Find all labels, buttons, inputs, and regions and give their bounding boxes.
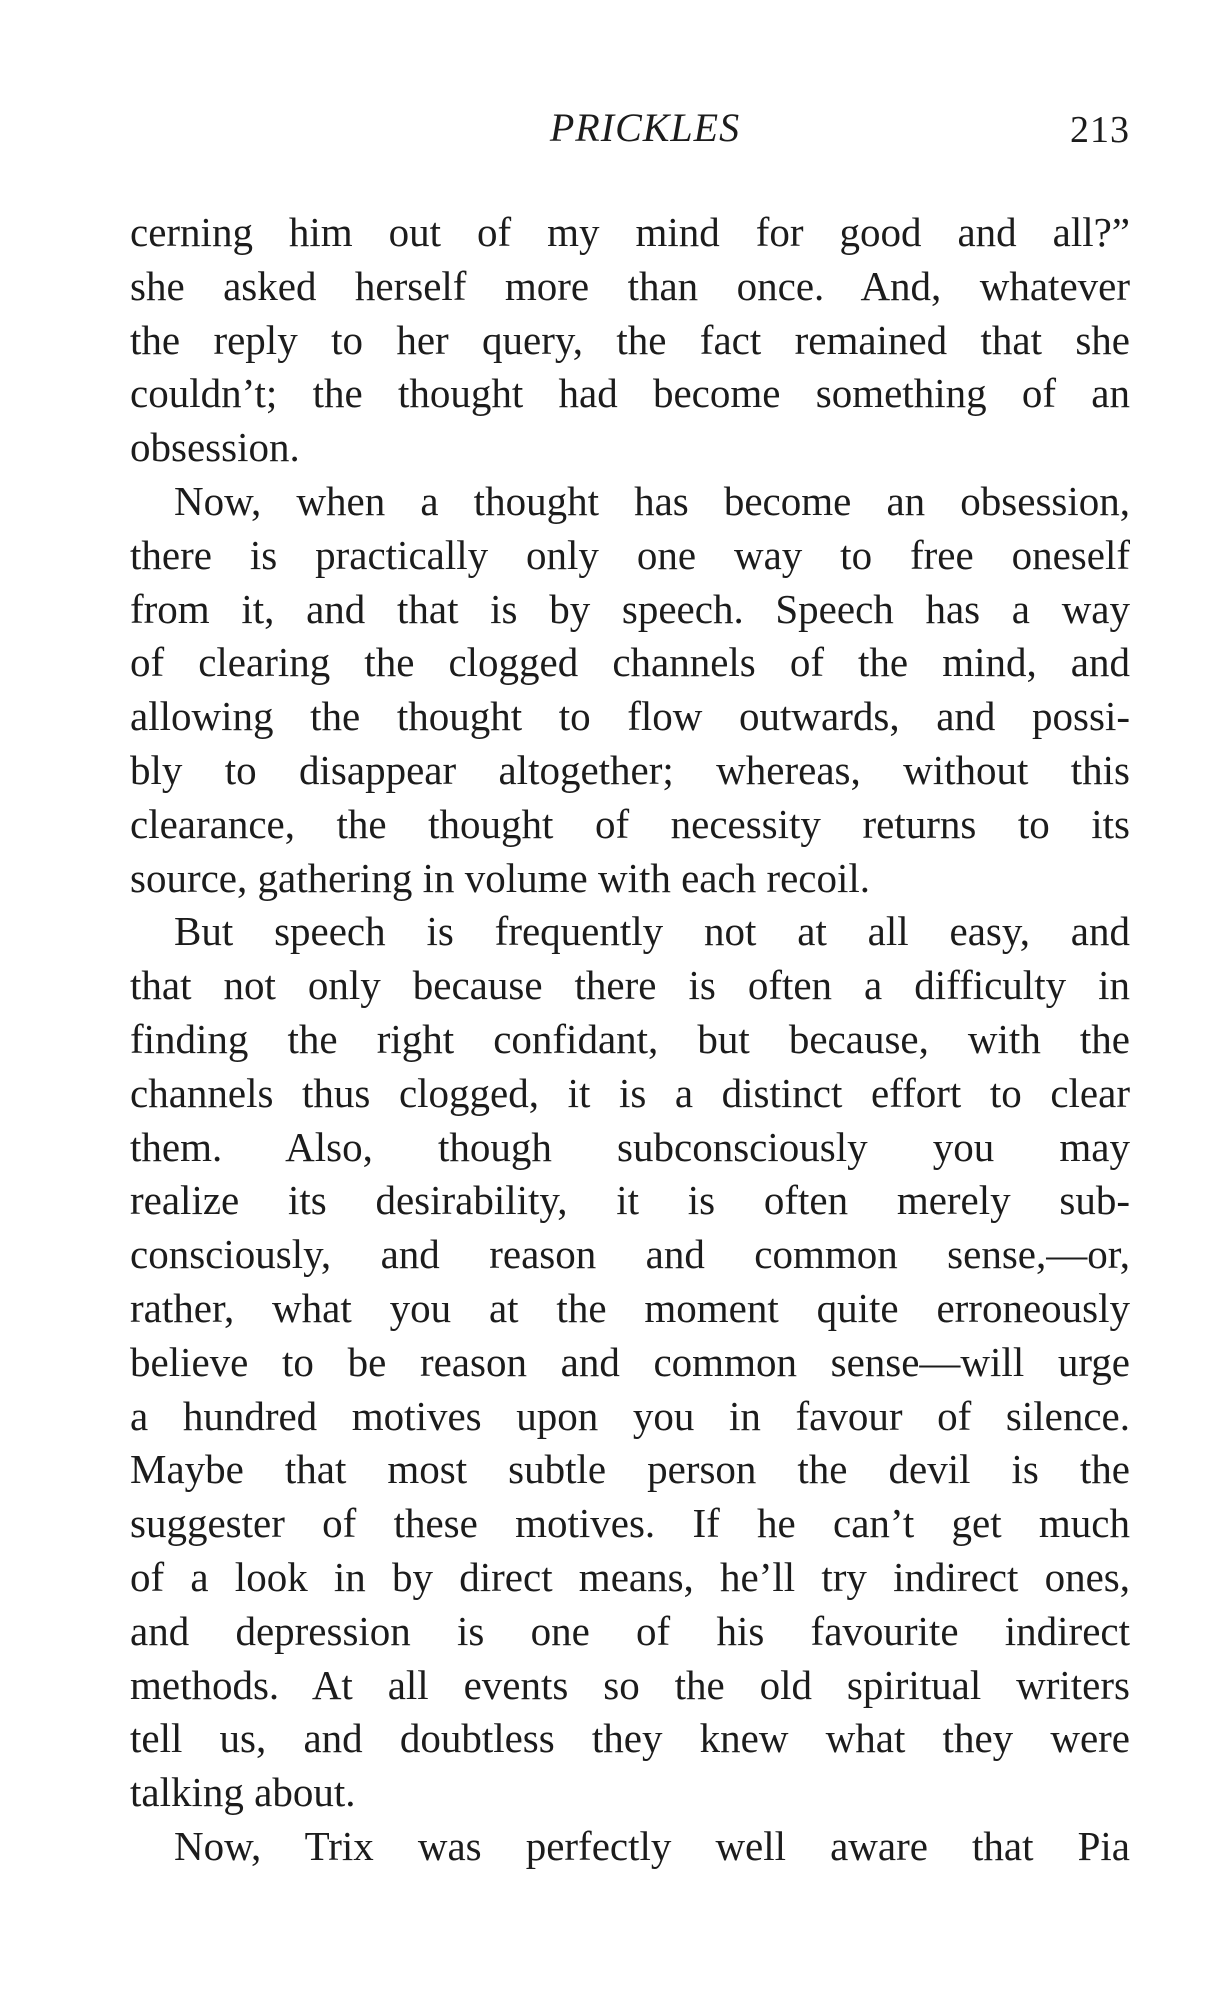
- text-line: obsession.: [130, 424, 300, 471]
- text-line: there is practically only one way to free oneself: [130, 531, 1130, 578]
- text-line: couldn’t; the thought had become something of an: [130, 370, 1130, 417]
- paragraph-start-line: But speech is frequently not at all easy, and: [174, 908, 1130, 955]
- text-line: cerning him out of my mind for good and all?”: [130, 209, 1130, 255]
- text-line: consciously, and reason and common sense,—or,: [130, 1231, 1130, 1278]
- text-line: the reply to her query, the fact remained that she: [130, 316, 1130, 363]
- text-line: rather, what you at the moment quite erroneously: [130, 1284, 1130, 1331]
- text-line: talking about.: [130, 1769, 356, 1816]
- text-line: believe to be reason and common sense—will urge: [130, 1338, 1130, 1385]
- running-head: [130, 104, 1130, 164]
- text-line: clearance, the thought of necessity returns to its: [130, 800, 1130, 847]
- page-number: 213: [1070, 109, 1130, 151]
- text-line: of a look in by direct means, he’ll try indirect ones,: [130, 1553, 1130, 1600]
- text-line: a hundred motives upon you in favour of silence.: [130, 1392, 1130, 1439]
- text-line: of clearing the clogged channels of the mind, and: [130, 639, 1130, 686]
- text-line: source, gathering in volume with each recoil.: [130, 854, 871, 901]
- text-line: allowing the thought to flow outwards, and possi-: [130, 693, 1130, 740]
- text-line: Maybe that most subtle person the devil is the: [130, 1446, 1130, 1493]
- text-line: suggester of these motives. If he can’t get much: [130, 1500, 1130, 1547]
- body-text: [130, 206, 1130, 1926]
- running-title: PRICKLES: [549, 105, 741, 150]
- text-line: methods. At all events so the old spiritual writers: [130, 1661, 1130, 1708]
- paragraph-start-line: Now, when a thought has become an obsession,: [174, 477, 1130, 524]
- text-line: tell us, and doubtless they knew what they were: [130, 1715, 1130, 1762]
- text-line: and depression is one of his favourite indirect: [130, 1607, 1130, 1654]
- text-line: she asked herself more than once. And, whatever: [130, 262, 1130, 309]
- text-line: channels thus clogged, it is a distinct effort to clear: [130, 1069, 1130, 1116]
- text-line: bly to disappear altogether; whereas, without this: [130, 746, 1130, 793]
- text-line: them. Also, though subconsciously you may: [130, 1123, 1130, 1170]
- paragraph-start-line: Now, Trix was perfectly well aware that Pia: [174, 1822, 1130, 1869]
- text-line: finding the right confidant, but because, with the: [130, 1015, 1130, 1062]
- text-line: from it, and that is by speech. Speech has a way: [130, 585, 1130, 632]
- text-line: that not only because there is often a difficulty in: [130, 962, 1130, 1009]
- text-line: realize its desirability, it is often merely sub-: [130, 1177, 1130, 1224]
